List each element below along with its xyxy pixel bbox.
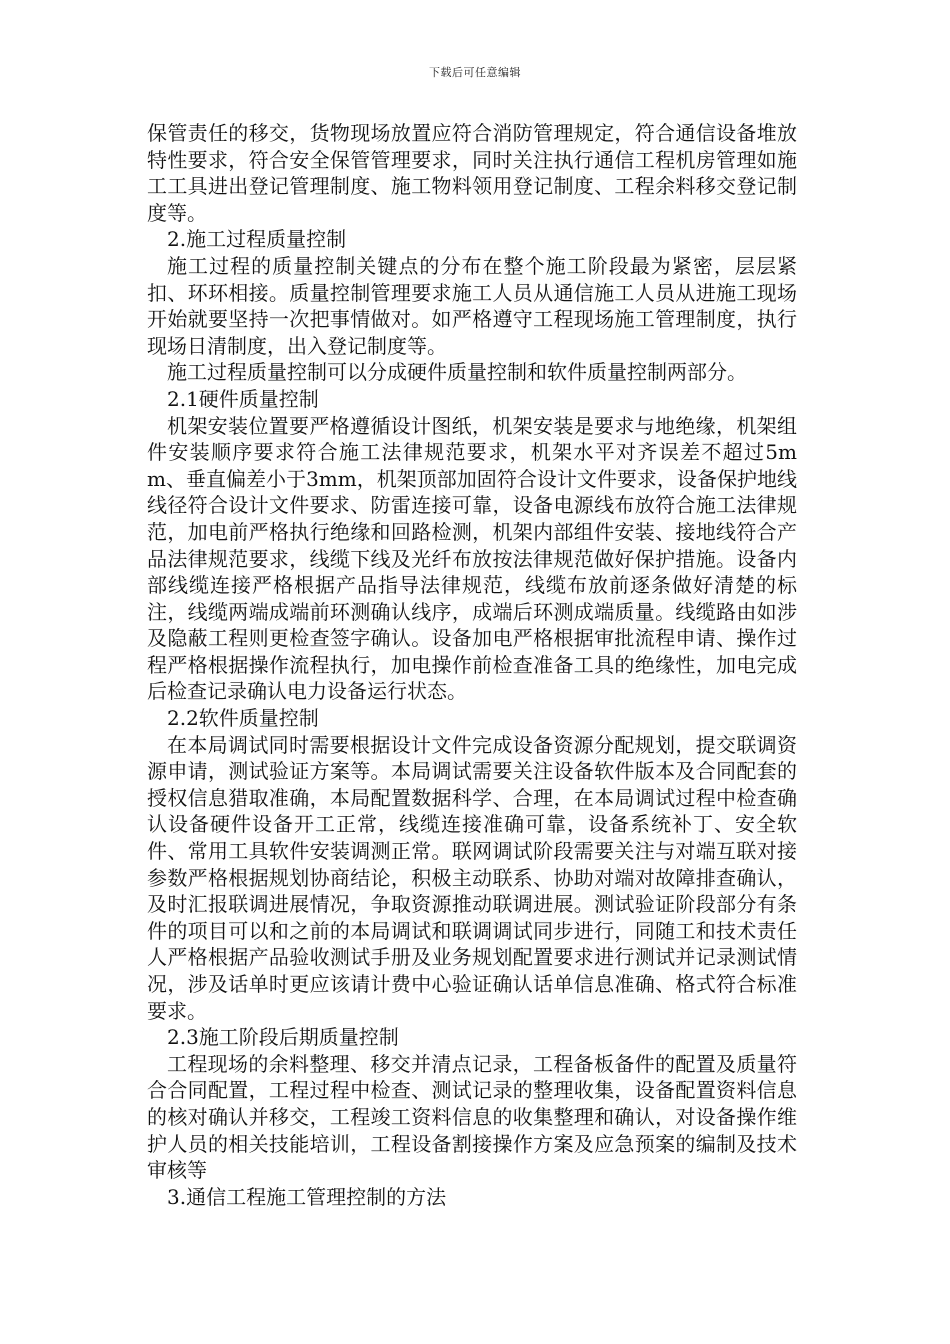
paragraph: 工程现场的余料整理、移交并清点记录，工程备板备件的配置及质量符合合同配置，工程过程中检查、测试记录的整理收集，设备配置资料信息的核对确认并移交，工程竣工资料信息的收集整理和确认，对设备操作维护人员的相关技能培训，工程设备割接操作方案及应急预案的编制及技术审核等 [147, 1051, 797, 1183]
paragraph: 在本局调试同时需要根据设计文件完成设备资源分配规划，提交联调资源申请，测试验证方案等。本局调试需要关注设备软件版本及合同配套的授权信息猎取准确，本局配置数据科学、合理，在本局调试过程中检查确认设备硬件设备开工正常，线缆连接准确可靠，设备系统补丁、安全软件、常用工具软件安装调测正常。联网调试阶段需要关注与对端互联对接参数严格根据规划协商结论，积极主动联系、协助对端对故障排查确认，及时汇报联调进展情况，争取资源推动联调进展。测试验证阶段部分有条件的项目可以和之前的本局调试和联调调试同步进行，同随工和技术责任人严格根据产品验收测试手册及业务规划配置要求进行测试并记录测试情况，涉及话单时更应该请计费中心验证确认话单信息准确、格式符合标准要求。 [147, 732, 797, 1023]
paragraph: 机架安装位置要严格遵循设计图纸，机架安装是要求与地绝缘，机架组件安装顺序要求符合施工法律规范要求，机架水平对齐误差不超过5mm、垂直偏差小于3mm，机架顶部加固符合设计文件要求，设备保护地线线径符合设计文件要求、防雷连接可靠，设备电源线布放符合施工法律规范，加电前严格执行绝缘和回路检测，机架内部组件安装、接地线符合产品法律规范要求，线缆下线及光纤布放按法律规范做好保护措施。设备内部线缆连接严格根据产品指导法律规范，线缆布放前逐条做好清楚的标注，线缆两端成端前环测确认线序，成端后环测成端质量。线缆路由如涉及隐蔽工程则更检查签字确认。设备加电严格根据审批流程申请、操作过程严格根据操作流程执行，加电操作前检查准备工具的绝缘性，加电完成后检查记录确认电力设备运行状态。 [147, 413, 797, 704]
document-body [147, 120, 797, 1210]
section-heading-2: 2.施工过程质量控制 [167, 227, 347, 252]
section-heading-3: 3.通信工程施工管理控制的方法 [167, 1184, 447, 1209]
section-heading-2-3: 2.3施工阶段后期质量控制 [167, 1025, 399, 1050]
paragraph-continuation: 保管责任的移交，货物现场放置应符合消防管理规定，符合通信设备堆放特性要求，符合安全保管管理要求，同时关注执行通信工程机房管理如施工工具进出登记管理制度、施工物料领用登记制度、工程余料移交登记制度等。 [147, 121, 797, 225]
paragraph: 施工过程质量控制可以分成硬件质量控制和软件质量控制两部分。 [167, 360, 747, 385]
section-heading-2-2: 2.2软件质量控制 [167, 706, 319, 731]
paragraph: 施工过程的质量控制关键点的分布在整个施工阶段最为紧密，层层紧扣、环环相接。质量控制管理要求施工人员从通信施工人员从进施工现场开始就要坚持一次把事情做对。如严格遵守工程现场施工管理制度，执行现场日清制度，出入登记制度等。 [147, 253, 797, 358]
page-header: 下载后可任意编辑 [429, 66, 521, 79]
section-heading-2-1: 2.1硬件质量控制 [167, 386, 319, 411]
